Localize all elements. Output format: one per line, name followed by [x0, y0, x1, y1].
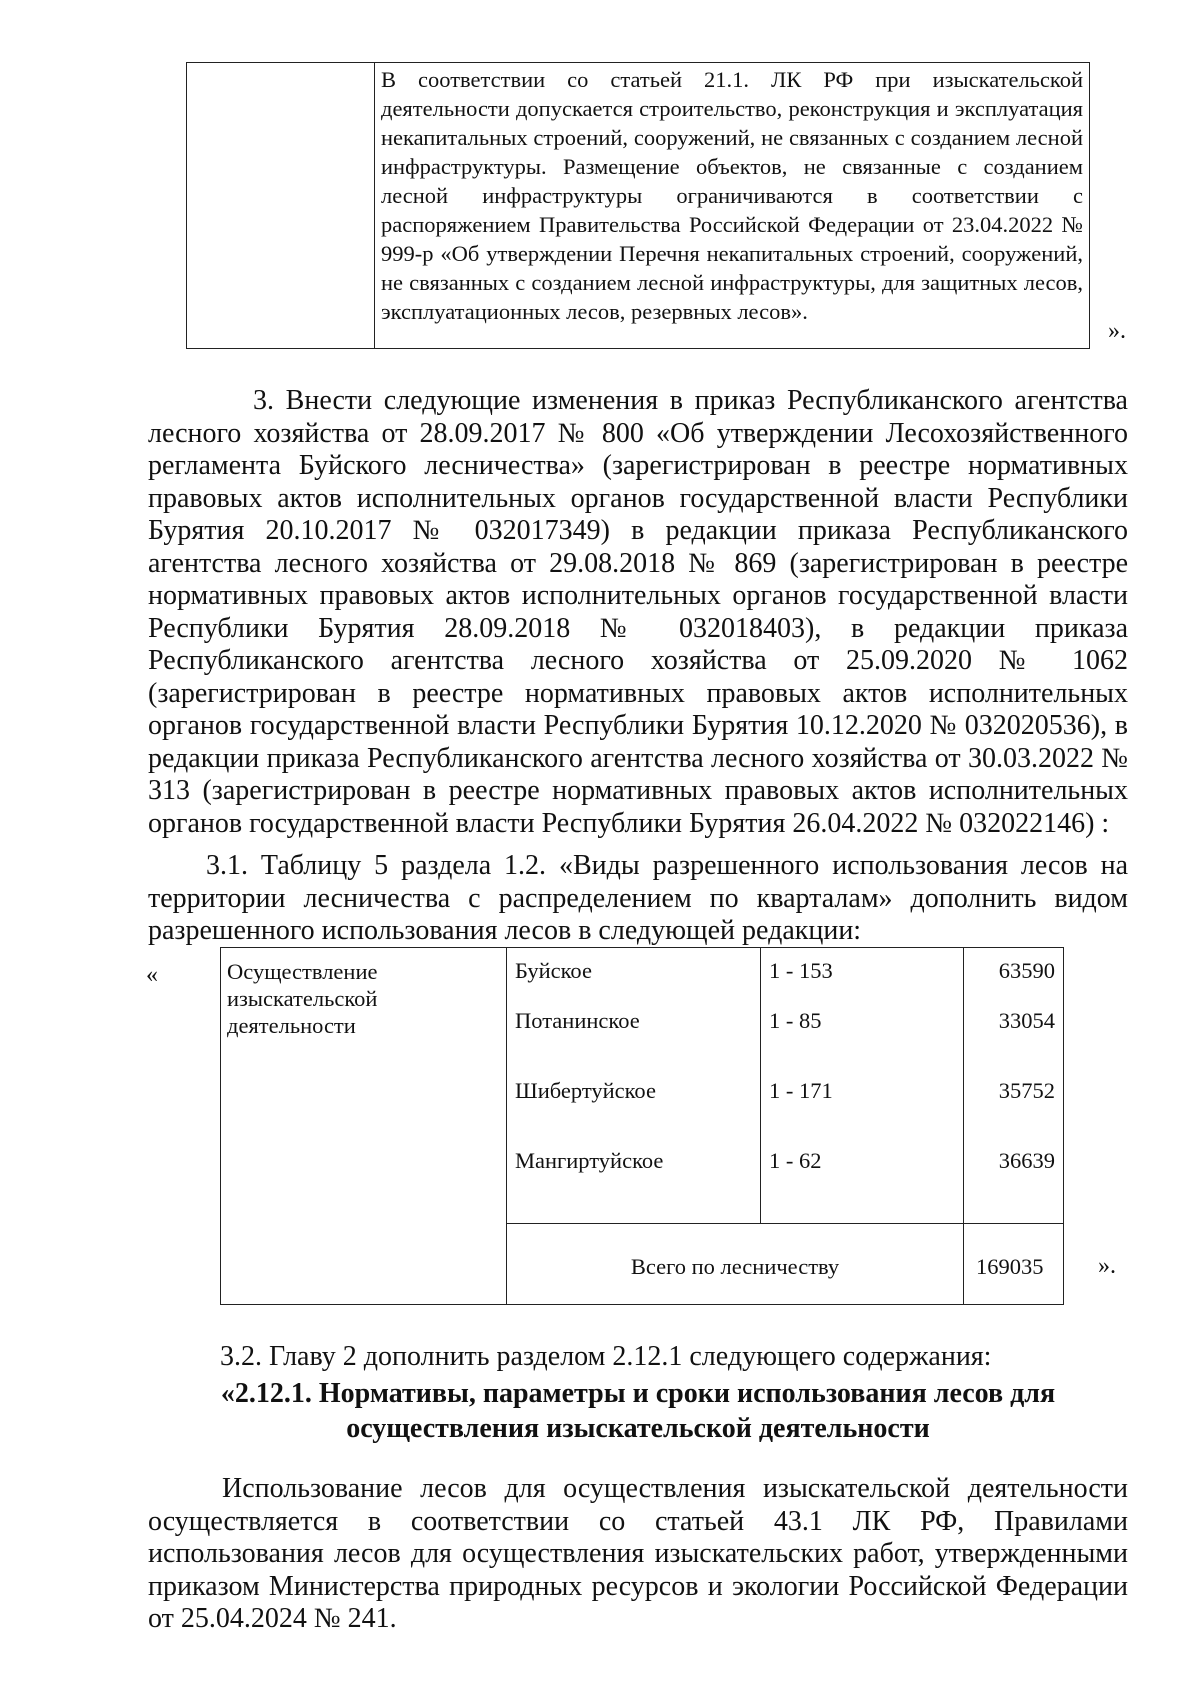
section-heading: «2.12.1. Нормативы, параметры и сроки использования лесов для осуществления изыскательской деятельности	[220, 1378, 1056, 1444]
district-name: Буйское	[507, 948, 761, 998]
area-value: 35752	[998, 1078, 1055, 1103]
closing-quote: ».	[1108, 318, 1126, 344]
area-value: 33054	[998, 1008, 1055, 1033]
quarters-range: 1 - 85	[761, 998, 964, 1068]
area-value: 36639	[998, 1148, 1055, 1173]
quarters-range: 1 - 171	[761, 1068, 964, 1138]
continuation-table	[186, 62, 1090, 349]
total-label: Всего по лесничеству	[507, 1224, 964, 1304]
district-name: Мангиртуйское	[507, 1138, 761, 1223]
paragraph-3-1: 3.1. Таблицу 5 раздела 1.2. «Виды разрешенного использования лесов на территории лесничества с распределением по кварталам» дополнить видом разрешенного использования лесов в следующей редакции:	[148, 850, 1128, 946]
area-value: 63590	[998, 958, 1055, 983]
quarters-range: 1 - 153	[761, 948, 964, 998]
total-value: 169035	[976, 1254, 1044, 1279]
closing-quote: ».	[1098, 1253, 1116, 1279]
table-row	[507, 998, 1063, 1068]
paragraph-final: Использование лесов для осуществления изыскательской деятельности осуществляется в соответствии со статьей 43.1 ЛК РФ, Правилами использования лесов для осуществления изыскательских работ, утвержденными приказом Министерства природных ресурсов и экологии Российской Федерации от 25.04.2024 № 241.	[148, 1473, 1128, 1634]
paragraph-3-2: 3.2. Главу 2 дополнить разделом 2.12.1 следующего содержания:	[220, 1341, 992, 1372]
table-text-cell: В соответствии со статьей 21.1. ЛК РФ при изыскательской деятельности допускается строительство, реконструкция и эксплуатация некапитальных строений, сооружений, не связанных с созданием лесной инфраструктуры. Размещение объектов, не связанные с созданием лесной инфраструктуры ограничиваются в соответствии с распоряжением Правительства Российской Федерации от 23.04.2022 № 999-р «Об утверждении Перечня некапитальных строений, сооружений, не связанных с созданием лесной инфраструктуры, для защитных лесов, эксплуатационных лесов, резервных лесов».	[381, 67, 1083, 324]
quarters-range: 1 - 62	[761, 1138, 964, 1223]
table-row	[507, 1138, 1063, 1224]
paragraph-3: 3. Внести следующие изменения в приказ Республиканского агентства лесного хозяйства от 28.09.2017 № 800 «Об утверждении Лесохозяйственного регламента Буйского лесничества» (зарегистрирован в реестре нормативных правовых актов исполнительных органов государственной власти Республики Бурятия 20.10.2017 № 032017349) в редакции приказа Республиканского агентства лесного хозяйства от 29.08.2018 № 869 (зарегистрирован в реестре нормативных правовых актов исполнительных органов государственной власти Республики Бурятия 28.09.2018 № 032018403), в редакции приказа Республиканского агентства лесного хозяйства от 25.09.2020 № 1062 (зарегистрирован в реестре нормативных правовых актов исполнительных органов государственной власти Республики Бурятия 10.12.2020 № 032020536), в редакции приказа Республиканского агентства лесного хозяйства от 30.03.2022 № 313 (зарегистрирован в реестре нормативных правовых актов исполнительных органов государственной власти Республики Бурятия 26.04.2022 № 032022146) :	[148, 385, 1128, 839]
table-row	[507, 948, 1063, 998]
table-row	[507, 1068, 1063, 1138]
activity-cell: Осуществление изыскательской деятельности	[221, 948, 507, 1304]
forest-use-table	[220, 947, 1064, 1305]
table-total-row	[507, 1224, 1063, 1304]
district-name: Потанинское	[507, 998, 761, 1068]
opening-quote: «	[146, 962, 158, 988]
table-empty-cell	[187, 63, 375, 348]
district-name: Шибертуйское	[507, 1068, 761, 1138]
